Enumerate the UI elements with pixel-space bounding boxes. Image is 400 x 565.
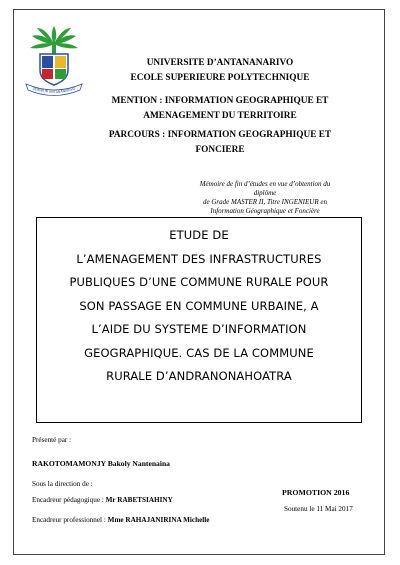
memoire-line-3: Information Géographique et Foncière	[210, 207, 320, 215]
encadreur-ped-label: Encadreur pédagogique :	[32, 496, 106, 504]
author-name: RAKOTOMAMONJY Bakoly Nantenaina	[32, 459, 170, 468]
direction-label: Sous la direction de :	[32, 480, 93, 488]
university-name: UNIVERSITE D’ANTANANARIVO	[146, 58, 294, 68]
university-header	[80, 56, 360, 86]
logo-motto: SERVEUR ANTANANARIVO	[32, 86, 76, 95]
thesis-title-box	[36, 217, 362, 423]
title-line-6: GEOGRAPHIQUE. CAS DE LA COMMUNE	[84, 345, 314, 360]
title-line-7: RURALE D’ANDRANONAHOATRA	[106, 369, 292, 383]
memoire-line-1: Mémoire de fin d’études en vue d’obtention du diplôme	[199, 180, 331, 197]
shield-icon	[40, 54, 68, 85]
title-line-1: ETUDE DE	[169, 228, 229, 242]
promotion: PROMOTION 2016	[282, 488, 350, 497]
mention-line-2: AMENAGEMENT DU TERRITOIRE	[143, 111, 297, 121]
encadreur-pedagogique	[32, 496, 173, 504]
memoire-line-2: de Grade MASTER II, Titre INGENIEUR en	[203, 198, 327, 206]
mention-block	[80, 94, 360, 124]
title-line-3: PUBLIQUES D’UNE COMMUNE RURALE POUR	[69, 275, 329, 289]
encadreur-pro-name: Mme RAHAJANIRINA Michelle	[107, 516, 210, 524]
parcours-line-2: FONCIERE	[195, 145, 245, 155]
memoire-note	[190, 180, 340, 216]
encadreur-ped-name: Mr RABETSIAHINY	[105, 496, 173, 504]
mention-line-1: MENTION : INFORMATION GEOGRAPHIQUE ET	[111, 96, 329, 106]
parcours-line-1: PARCOURS : INFORMATION GEOGRAPHIQUE ET	[108, 130, 332, 140]
defense-date: Soutenu le 11 Mai 2017	[284, 505, 353, 513]
title-line-5: L’AIDE DU SYSTEME D’INFORMATION	[91, 322, 307, 336]
title-line-4: SON PASSAGE EN COMMUNE URBAINE, A	[79, 298, 319, 313]
presented-by-label: Présenté par :	[32, 436, 72, 444]
palm-leaves-icon	[30, 26, 78, 54]
school-name: ECOLE SUPERIEURE POLYTECHNIQUE	[130, 73, 310, 83]
parcours-block	[80, 128, 360, 158]
title-line-2: L’AMENAGEMENT DES INFRASTRUCTURES	[76, 251, 322, 266]
encadreur-pro-label: Encadreur professionnel :	[32, 516, 108, 524]
university-logo	[22, 22, 86, 96]
encadreur-professionnel	[32, 516, 209, 524]
